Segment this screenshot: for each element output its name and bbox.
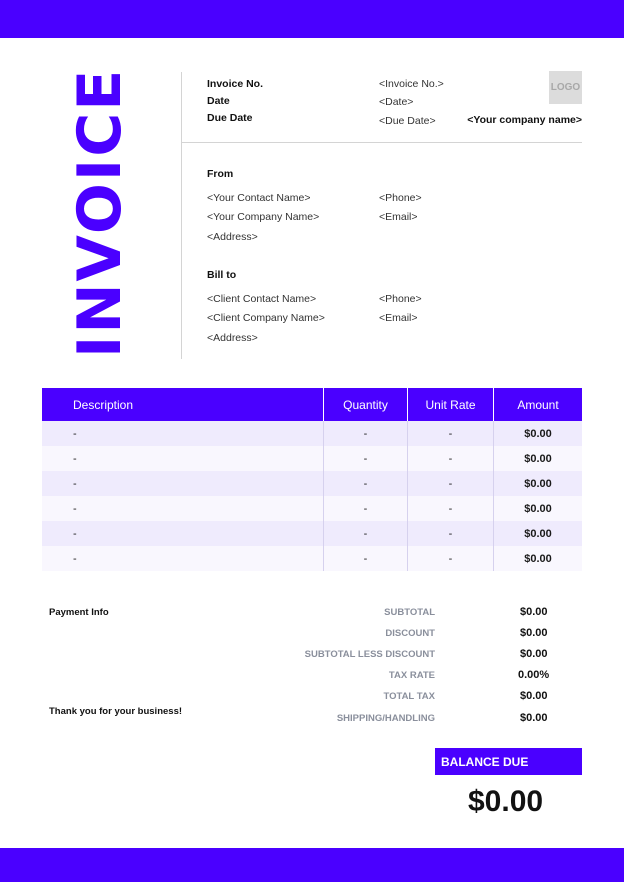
from-company[interactable]: <Your Company Name> — [207, 211, 320, 223]
balance-due-amount: $0.00 — [468, 785, 544, 818]
table-row — [42, 546, 582, 571]
tax-rate-value[interactable]: 0.00% — [518, 669, 550, 681]
total-tax-label: TOTAL TAX — [383, 691, 435, 702]
due-date-value[interactable]: <Due Date> — [379, 115, 436, 127]
cell-unit-rate[interactable]: - — [407, 471, 493, 496]
payment-info-label: Payment Info — [49, 607, 109, 618]
cell-unit-rate[interactable]: - — [407, 421, 493, 446]
cell-quantity[interactable]: - — [323, 546, 407, 571]
bill-to-company[interactable]: <Client Company Name> — [207, 312, 325, 324]
subtotal-less-discount-value: $0.00 — [520, 648, 548, 660]
subtotal-less-discount-label: SUBTOTAL LESS DISCOUNT — [304, 649, 435, 660]
total-tax-value: $0.00 — [520, 690, 548, 702]
vertical-divider — [181, 72, 182, 359]
table-row — [42, 521, 582, 546]
line-items-table — [42, 388, 582, 571]
table-header — [42, 388, 582, 421]
invoice-title: INVOICE — [65, 67, 135, 358]
date-label: Date — [207, 95, 230, 107]
cell-description[interactable]: - — [73, 502, 77, 515]
subtotal-label: SUBTOTAL — [384, 607, 435, 618]
cell-quantity[interactable]: - — [323, 421, 407, 446]
from-title: From — [207, 168, 234, 180]
invoice-no-label: Invoice No. — [207, 78, 264, 90]
cell-unit-rate[interactable]: - — [407, 546, 493, 571]
cell-unit-rate[interactable]: - — [407, 496, 493, 521]
cell-description[interactable]: - — [73, 452, 77, 465]
bill-to-title: Bill to — [207, 269, 237, 281]
cell-unit-rate[interactable]: - — [407, 521, 493, 546]
bottom-band — [0, 848, 624, 882]
table-body — [42, 421, 582, 571]
due-date-label: Due Date — [207, 112, 253, 124]
from-phone[interactable]: <Phone> — [379, 192, 422, 204]
bill-to-contact[interactable]: <Client Contact Name> — [207, 293, 317, 305]
header-amount: Amount — [493, 388, 582, 421]
cell-amount: $0.00 — [493, 496, 582, 521]
cell-quantity[interactable]: - — [323, 496, 407, 521]
table-row — [42, 421, 582, 446]
logo-placeholder: LOGO — [549, 71, 582, 104]
thank-you-note: Thank you for your business! — [49, 706, 183, 717]
cell-description[interactable]: - — [73, 527, 77, 540]
discount-value[interactable]: $0.00 — [520, 627, 548, 639]
bill-to-address[interactable]: <Address> — [207, 332, 258, 344]
cell-amount: $0.00 — [493, 471, 582, 496]
table-row — [42, 496, 582, 521]
from-email[interactable]: <Email> — [379, 211, 418, 223]
cell-description[interactable]: - — [73, 477, 77, 490]
bill-to-email[interactable]: <Email> — [379, 312, 418, 324]
header-quantity: Quantity — [323, 388, 407, 421]
tax-rate-label: TAX RATE — [388, 670, 435, 681]
table-row — [42, 471, 582, 496]
company-name[interactable]: <Your company name> — [467, 114, 582, 126]
shipping-handling-value[interactable]: $0.00 — [520, 712, 548, 724]
cell-quantity[interactable]: - — [323, 521, 407, 546]
from-address[interactable]: <Address> — [207, 231, 258, 243]
from-contact[interactable]: <Your Contact Name> — [207, 192, 311, 204]
cell-amount: $0.00 — [493, 446, 582, 471]
header-description: Description — [73, 397, 134, 412]
balance-due-label: BALANCE DUE — [435, 748, 582, 775]
date-value[interactable]: <Date> — [379, 96, 414, 108]
top-band — [0, 0, 624, 38]
cell-amount: $0.00 — [493, 521, 582, 546]
cell-description[interactable]: - — [73, 552, 77, 565]
cell-amount: $0.00 — [493, 546, 582, 571]
discount-label: DISCOUNT — [385, 628, 435, 639]
shipping-handling-label: SHIPPING/HANDLING — [336, 713, 435, 724]
cell-unit-rate[interactable]: - — [407, 446, 493, 471]
cell-quantity[interactable]: - — [323, 446, 407, 471]
cell-amount: $0.00 — [493, 421, 582, 446]
invoice-no-value[interactable]: <Invoice No.> — [379, 78, 444, 90]
cell-description[interactable]: - — [73, 427, 77, 440]
subtotal-value: $0.00 — [520, 606, 548, 618]
header-divider — [182, 142, 582, 143]
header-unit-rate: Unit Rate — [407, 388, 493, 421]
table-row — [42, 446, 582, 471]
cell-quantity[interactable]: - — [323, 471, 407, 496]
bill-to-phone[interactable]: <Phone> — [379, 293, 422, 305]
